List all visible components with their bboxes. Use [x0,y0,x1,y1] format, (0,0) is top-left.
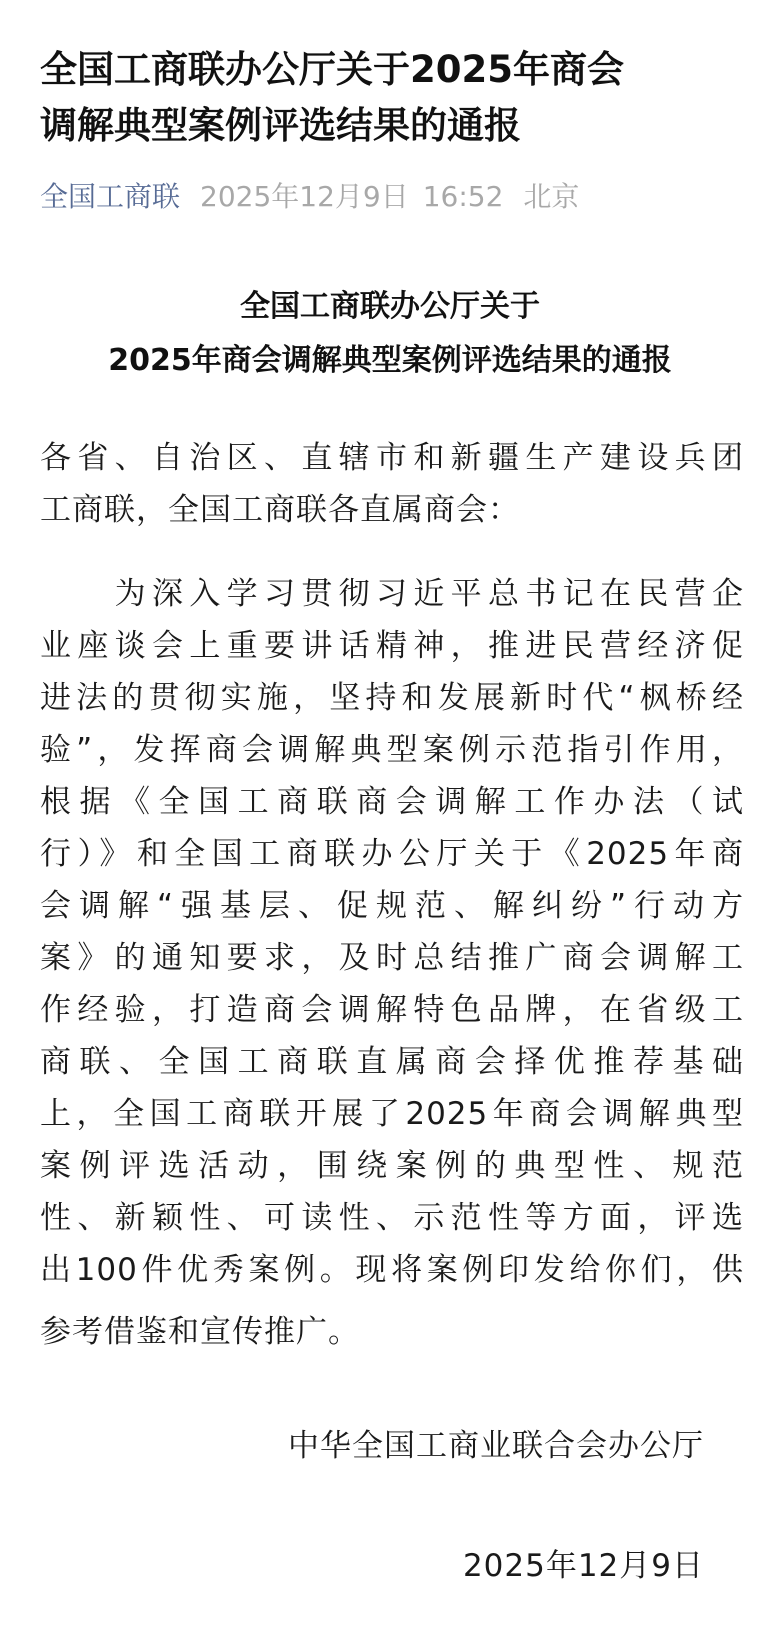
body-line: 进法的贯彻实施，坚持和发展新时代“枫桥经 [40,680,744,716]
salutation-line: 工商联，全国工商联各直属商会： [40,492,520,528]
signature-date: 2025年12月9日 [462,1548,704,1584]
article-title-line: 全国工商联办公厅关于2025年商会 [40,48,624,91]
article-title [40,42,744,154]
body-line: 业座谈会上重要讲话精神，推进民营经济促 [40,628,744,664]
body-line: 行）》和全国工商联办公厅关于《2025年商 [40,836,744,872]
author-link[interactable]: 全国工商联 [40,180,181,213]
body-line: 作经验，打造商会调解特色品牌，在省级工 [40,992,744,1028]
body-line: 会调解“强基层、促规范、解纠纷”行动方 [40,888,744,924]
body-line: 上，全国工商联开展了2025年商会调解典型 [40,1096,744,1132]
body-line: 性、新颖性、可读性、示范性等方面，评选 [40,1200,744,1236]
signature: 中华全国工商业联合会办公厅 [288,1428,704,1464]
publish-date: 2025年12月9日 [200,180,409,213]
body-line: 验”，发挥商会调解典型案例示范指引作用， [40,732,744,768]
body-paragraph [40,568,744,1358]
body-line: 根据《全国工商联商会调解工作办法（试 [40,784,744,820]
body-line: 参考借鉴和宣传推广。 [40,1314,360,1350]
body-line: 为深入学习贯彻习近平总书记在民营企 [40,576,744,612]
document-heading-line: 全国工商联办公厅关于 [240,289,540,324]
article-title-line: 调解典型案例评选结果的通报 [40,104,521,147]
salutation [40,432,744,536]
document-heading [0,280,780,388]
body-line: 案例评选活动，围绕案例的典型性、规范 [40,1148,744,1184]
publish-location: 北京 [523,180,580,213]
publish-time: 16:52 [422,180,504,213]
salutation-line: 各省、自治区、直辖市和新疆生产建设兵团 [40,440,744,476]
body-line: 商联、全国工商联直属商会择优推荐基础 [40,1044,744,1080]
body-line: 出100件优秀案例。现将案例印发给你们，供 [40,1252,744,1288]
body-line: 案》的通知要求，及时总结推广商会调解工 [40,940,744,976]
article-meta [40,177,744,217]
document-heading-line: 2025年商会调解典型案例评选结果的通报 [108,343,672,378]
